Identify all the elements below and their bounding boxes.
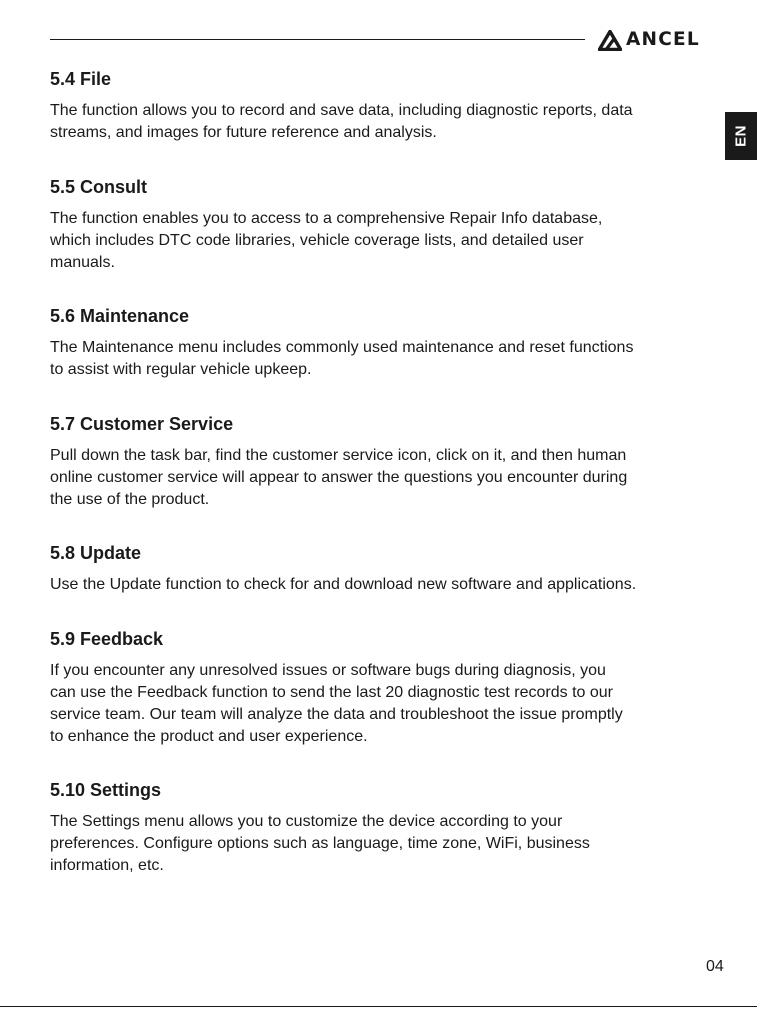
section-body xyxy=(50,100,710,144)
section-body xyxy=(50,337,710,381)
brand-logo xyxy=(598,27,700,53)
body-line: The function allows you to record and save data, including diagnostic reports, data xyxy=(50,102,633,119)
brand-name: ANCEL xyxy=(626,28,700,50)
body-line: The function enables you to access to a comprehensive Repair Info database, xyxy=(50,210,603,227)
section-update xyxy=(50,542,710,596)
language-tab xyxy=(725,112,757,160)
section-title: 5.9 Feedback xyxy=(50,629,164,649)
body-line: can use the Feedback function to send the last 20 diagnostic test records to our xyxy=(50,684,614,701)
section-feedback xyxy=(50,628,710,748)
header-rule xyxy=(50,39,585,40)
section-body xyxy=(50,811,710,877)
section-title: 5.5 Consult xyxy=(50,177,148,197)
body-line: Use the Update function to check for and download new software and applications. xyxy=(50,576,637,593)
section-consult xyxy=(50,176,710,274)
section-body xyxy=(50,574,710,596)
body-line: online customer service will appear to answer the questions you encounter during xyxy=(50,469,628,486)
footer-rule xyxy=(0,1006,757,1007)
body-line: service team. Our team will analyze the data and troubleshoot the issue promptly xyxy=(50,706,623,723)
section-title: 5.8 Update xyxy=(50,543,142,563)
section-customer-service xyxy=(50,413,710,511)
section-settings xyxy=(50,779,710,877)
section-body xyxy=(50,660,710,748)
body-line: preferences. Configure options such as language, time zone, WiFi, business xyxy=(50,835,590,852)
body-line: manuals. xyxy=(50,254,115,271)
body-line: streams, and images for future reference and analysis. xyxy=(50,124,437,141)
body-line: The Maintenance menu includes commonly used maintenance and reset functions xyxy=(50,339,634,356)
body-line: information, etc. xyxy=(50,857,164,874)
body-line: the use of the product. xyxy=(50,491,210,508)
body-line: to enhance the product and user experience. xyxy=(50,728,368,745)
body-line: Pull down the task bar, find the customer service icon, click on it, and then human xyxy=(50,447,627,464)
section-maintenance xyxy=(50,305,710,381)
body-line: If you encounter any unresolved issues or software bugs during diagnosis, you xyxy=(50,662,606,679)
body-line: The Settings menu allows you to customize the device according to your xyxy=(50,813,563,830)
section-title: 5.10 Settings xyxy=(50,780,162,800)
body-line: which includes DTC code libraries, vehicle coverage lists, and detailed user xyxy=(50,232,584,249)
section-title: 5.4 File xyxy=(50,69,112,89)
ancel-triangle-logo-icon xyxy=(598,30,622,51)
section-file xyxy=(50,68,710,144)
language-tab-label: EN xyxy=(732,125,750,147)
body-line: to assist with regular vehicle upkeep. xyxy=(50,361,312,378)
section-body xyxy=(50,208,710,274)
section-title: 5.7 Customer Service xyxy=(50,414,234,434)
page-number: 04 xyxy=(706,958,724,975)
section-title: 5.6 Maintenance xyxy=(50,306,190,326)
section-body xyxy=(50,445,710,511)
